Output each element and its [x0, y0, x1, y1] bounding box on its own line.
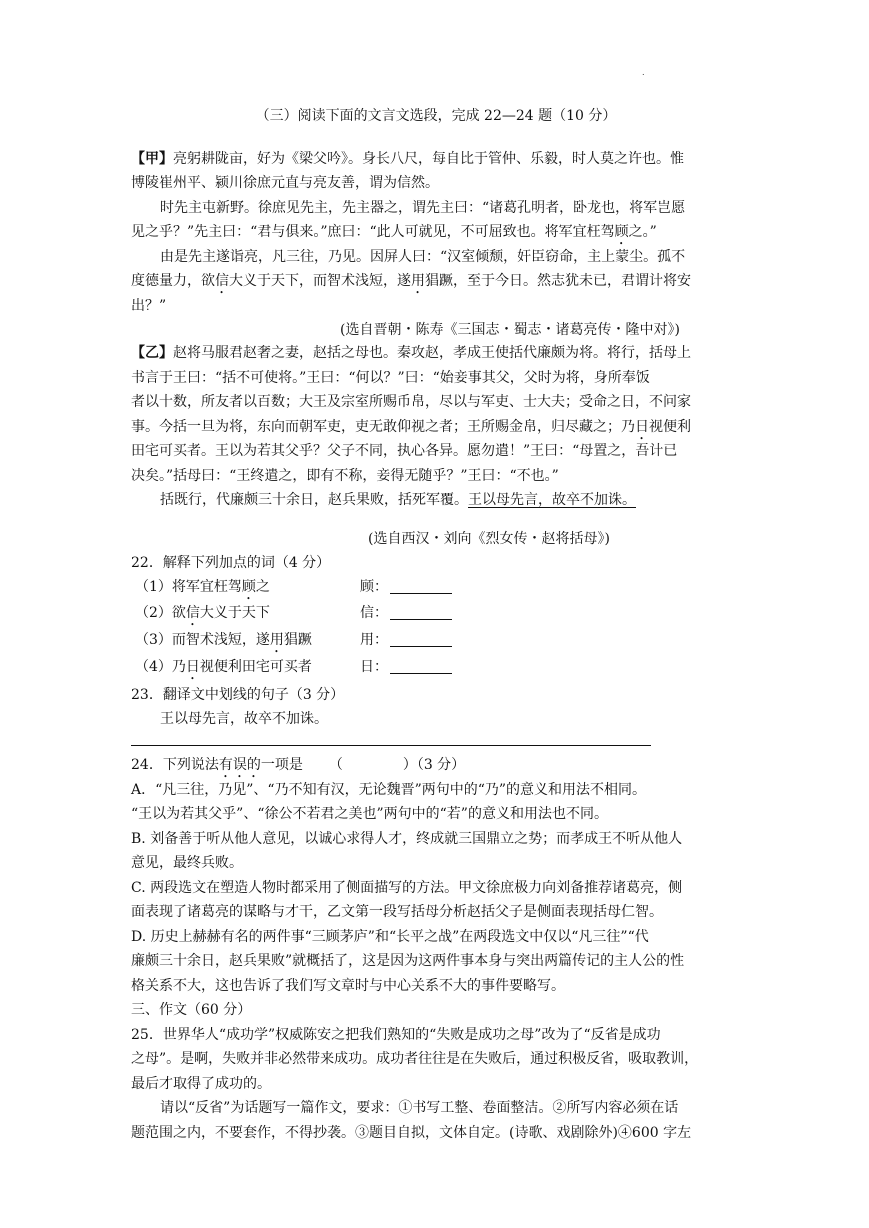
- q22-answer-1[interactable]: 顾：: [360, 577, 452, 597]
- jia-paragraph-1-line-1: 【甲】亮躬耕陇亩，好为《梁父吟》。身长八尺，每自比于管仲、乐毅，时人莫之许也。惟: [131, 151, 684, 167]
- composition-line-4: 请以“反省”为话题写一篇作文，要求：①书写工整、卷面整洁。②所写内容必须在话: [160, 1100, 679, 1116]
- jia-paragraph-1-line-2: 博陵崔州平、颍川徐庶元直与亮友善，谓为信然。: [131, 175, 439, 191]
- q24-option-d-line-2: 廉颇三十余日，赵兵果败”就概括了，这是因为这两件事本身与突出两篇传记的主人公的性: [131, 953, 685, 969]
- jia-paragraph-3-line-1: 由是先主遂诣亮，凡三往，乃见。因屏人曰：“汉室倾颓，奸臣窃命，主上蒙尘。孤不: [160, 249, 686, 265]
- answer-blank[interactable]: [390, 604, 452, 620]
- yi-paragraph-2: 括既行，代廉颇三十余日，赵兵果败，括死军覆。王以母先言，故卒不加诛。: [160, 492, 636, 508]
- composition-heading: 三、作文（60 分）: [131, 1002, 252, 1018]
- composition-line-2: 之母”。是啊，失败并非必然带来成功。成功者往往是在失败后，通过积极反省，吸取教训，: [131, 1051, 699, 1067]
- jia-paragraph-2-line-2: 见之乎？”先主曰：“君与俱来。”庶曰：“此人可就见，不可屈致也。将军宜枉驾顾之。”: [131, 224, 657, 240]
- q22-item-3: （3）而智术浅短，遂用猖蹶: [135, 632, 312, 648]
- composition-line-3: 最后才取得了成功的。: [131, 1076, 271, 1092]
- jia-paragraph-3-line-2: 度德量力，欲信大义于天下，而智术浅短，遂用猖蹶，至于今日。然志犹未已，君谓计将安: [131, 273, 691, 289]
- yi-line-2: 书言于王曰：“括不可使将。”王曰：“何以？”曰：“始妾事其父，父时为将，身所奉饭: [131, 370, 650, 386]
- jia-tag: 【甲】: [131, 151, 173, 167]
- yi-line-6: 决矣。”括母曰：“王终遣之，即有不称，妾得无随乎？”王曰：“不也。”: [131, 468, 559, 484]
- composition-line-5: 题范围之内，不要套作，不得抄袭。③题目自拟，文体自定。(诗歌、戏剧除外)④600 字左: [131, 1125, 692, 1141]
- q22-item-1: （1）将军宜枉驾顾之: [135, 579, 270, 595]
- q22-item-2: （2）欲信大义于天下: [135, 605, 270, 621]
- answer-blank[interactable]: [390, 578, 452, 594]
- q24-option-c-line-2: 面表现了诸葛亮的谋略与才干，乙文第一段写括母分析赵括父子是侧面表现括母仁智。: [131, 904, 663, 920]
- yi-source: (选自西汉・刘向《烈女传・赵将括母》): [368, 531, 610, 547]
- q22-answer-4[interactable]: 日：: [360, 657, 452, 677]
- q24-option-d-line-1: D. 历史上赫赫有名的两件事“三顾茅庐”和“长平之战”在两段选文中仅以“凡三往”“代: [131, 929, 649, 945]
- q24-option-a-line-2: “王以为若其父乎”、“徐公不若君之美也”两句中的“若”的意义和用法也不同。: [131, 806, 608, 822]
- answer-blank[interactable]: [390, 658, 452, 674]
- underlined-sentence: 王以母先言，故卒不加诛。: [468, 492, 636, 508]
- q23-title: 23．翻译文中划线的句子（3 分）: [131, 687, 345, 703]
- q24-option-c-line-1: C. 两段选文在塑造人物时都采用了侧面描写的方法。甲文徐庶极力向刘备推荐诸葛亮，侧: [131, 880, 683, 896]
- corner-dot: .: [642, 68, 645, 77]
- q22-item-4: （4）乃日视便利田宅可买者: [135, 659, 312, 675]
- composition-line-1: 25．世界华人“成功学”权威陈安之把我们熟知的“失败是成功之母”改为了“反省是成功: [131, 1027, 661, 1043]
- q22-title: 22．解释下列加点的词（4 分）: [131, 555, 331, 571]
- jia-source: (选自晋朝・陈寿《三国志・蜀志・诸葛亮传・隆中对》): [340, 322, 680, 338]
- yi-tag: 【乙】: [131, 345, 173, 361]
- jia-paragraph-3-line-3: 出？”: [131, 298, 167, 314]
- q24-option-b-line-2: 意见，最终兵败。: [131, 855, 243, 871]
- yi-line-4: 事。今括一旦为将，东向而朝军吏，吏无敢仰视之者；王所赐金帛，归尽藏之；乃日视便利: [131, 419, 691, 435]
- q24-option-d-line-3: 格关系不大，这也告诉了我们写文章时与中心关系不大的事件要略写。: [131, 978, 565, 994]
- jia-paragraph-2-line-1: 时先主屯新野。徐庶见先主，先主器之，谓先主曰：“诸葛孔明者，卧龙也，将军岂愿: [160, 200, 686, 216]
- yi-line-5: 田宅可买者。王以为若其父乎？父子不同，执心各异。愿勿遣！”王曰：“母置之，吾计已: [131, 443, 678, 459]
- q24-option-a-line-1: A．“凡三往，乃见”、“乃不知有汉，无论魏晋”两句中的“乃”的意义和用法不相同。: [131, 782, 647, 798]
- q23-answer-line[interactable]: [131, 745, 651, 746]
- yi-line-1: 【乙】赵将马服君赵奢之妻，赵括之母也。秦攻赵，孝成王使括代廉颇为将。将行，括母上: [131, 345, 691, 361]
- q23-sentence: 王以母先言，故卒不加诛。: [160, 711, 328, 727]
- q22-answer-3[interactable]: 用：: [360, 630, 452, 650]
- q22-answer-2[interactable]: 信：: [360, 603, 452, 623]
- section-heading: （三）阅读下面的文言文选段，完成 22—24 题（10 分）: [255, 108, 617, 124]
- yi-line-3: 者以十数，所友者以百数；大王及宗室所赐币帛，尽以与军吏、士大夫；受命之日，不问家: [131, 394, 691, 410]
- q24-title: 24．下列说法有误的一项是 （ ）（3 分）: [131, 757, 466, 773]
- answer-blank[interactable]: [390, 631, 452, 647]
- q24-option-b-line-1: B. 刘备善于听从他人意见，以诚心求得人才，终成就三国鼎立之势；而孝成王不听从他人: [131, 831, 683, 847]
